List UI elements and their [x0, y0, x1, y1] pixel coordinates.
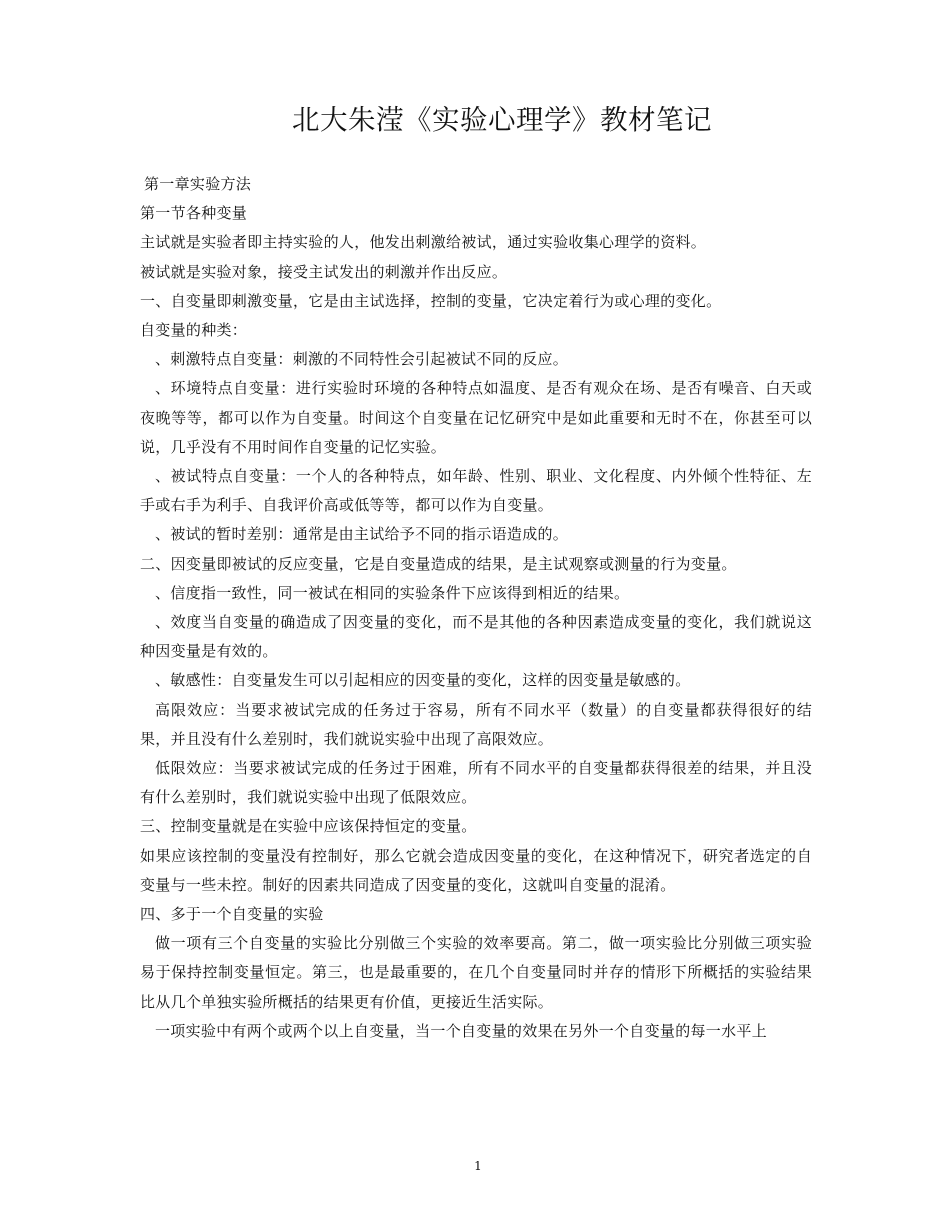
paragraph: 自变量的种类： — [140, 321, 248, 340]
paragraph: 做一项有三个自变量的实验比分别做三个实验的效率要高。第二，做一项实验比分别做三项实验易于保持控制变量恒定。第三，也是最重要的，在几个自变量同时并存的情形下所概括的实验结果比从几个单独实验所概括的结果更有价值，更接近生活实际。 — [140, 934, 812, 1011]
paragraph: 一项实验中有两个或两个以上自变量，当一个自变量的效果在另外一个自变量的每一水平上 — [155, 1021, 768, 1040]
list-item: 、环境特点自变量：进行实验时环境的各种特点如温度、是否有观众在场、是否有噪音、白天或夜晚等等，都可以作为自变量。时间这个自变量在记忆研究中是如此重要和无时不在，你甚至可以说，几乎没有不用时间作自变量的记忆实验。 — [140, 379, 812, 456]
paragraph: 一、自变量即刺激变量，它是由主试选择，控制的变量，它决定着行为或心理的变化。 — [140, 291, 722, 310]
paragraph: 如果应该控制的变量没有控制好，那么它就会造成因变量的变化，在这种情况下，研究者选定的自变量与一些未控。制好的因素共同造成了因变量的变化，这就叫自变量的混淆。 — [140, 846, 812, 894]
document-title: 北大朱滢《实验心理学》教材笔记 — [292, 104, 712, 136]
chapter-heading: 第一章实验方法 — [144, 175, 252, 193]
section-heading: 第一节各种变量 — [140, 204, 248, 223]
list-item: 、效度当自变量的确造成了因变量的变化，而不是其他的各种因素造成变量的变化，我们就说这种因变量是有效的。 — [140, 613, 812, 661]
paragraph: 低限效应：当要求被试完成的任务过于困难，所有不同水平的自变量都获得很差的结果，并且没有什么差别时，我们就说实验中出现了低限效应。 — [140, 759, 812, 807]
section-heading: 四、多于一个自变量的实验 — [140, 905, 324, 924]
paragraph: 二、因变量即被试的反应变量，它是自变量造成的结果，是主试观察或测量的行为变量。 — [140, 554, 737, 573]
paragraph: 被试就是实验对象，接受主试发出的刺激并作出反应。 — [140, 262, 508, 281]
document-body — [140, 170, 812, 1046]
list-item: 、刺激特点自变量：刺激的不同特性会引起被试不同的反应。 — [155, 350, 569, 369]
list-item: 、被试特点自变量：一个人的各种特点，如年龄、性别、职业、文化程度、内外倾个性特征、左手或右手为利手、自我评价高或低等等，都可以作为自变量。 — [140, 467, 812, 515]
list-item: 、被试的暂时差别：通常是由主试给予不同的指示语造成的。 — [155, 525, 569, 544]
paragraph: 主试就是实验者即主持实验的人，他发出刺激给被试，通过实验收集心理学的资料。 — [140, 233, 707, 252]
paragraph: 三、控制变量就是在实验中应该保持恒定的变量。 — [140, 817, 477, 836]
list-item: 、信度指一致性，同一被试在相同的实验条件下应该得到相近的结果。 — [155, 583, 630, 602]
page-number: 1 — [474, 1159, 482, 1173]
paragraph: 高限效应：当要求被试完成的任务过于容易，所有不同水平（数量）的自变量都获得很好的结果，并且没有什么差别时，我们就说实验中出现了高限效应。 — [140, 700, 812, 748]
list-item: 、敏感性：自变量发生可以引起相应的因变量的变化，这样的因变量是敏感的。 — [155, 671, 691, 690]
